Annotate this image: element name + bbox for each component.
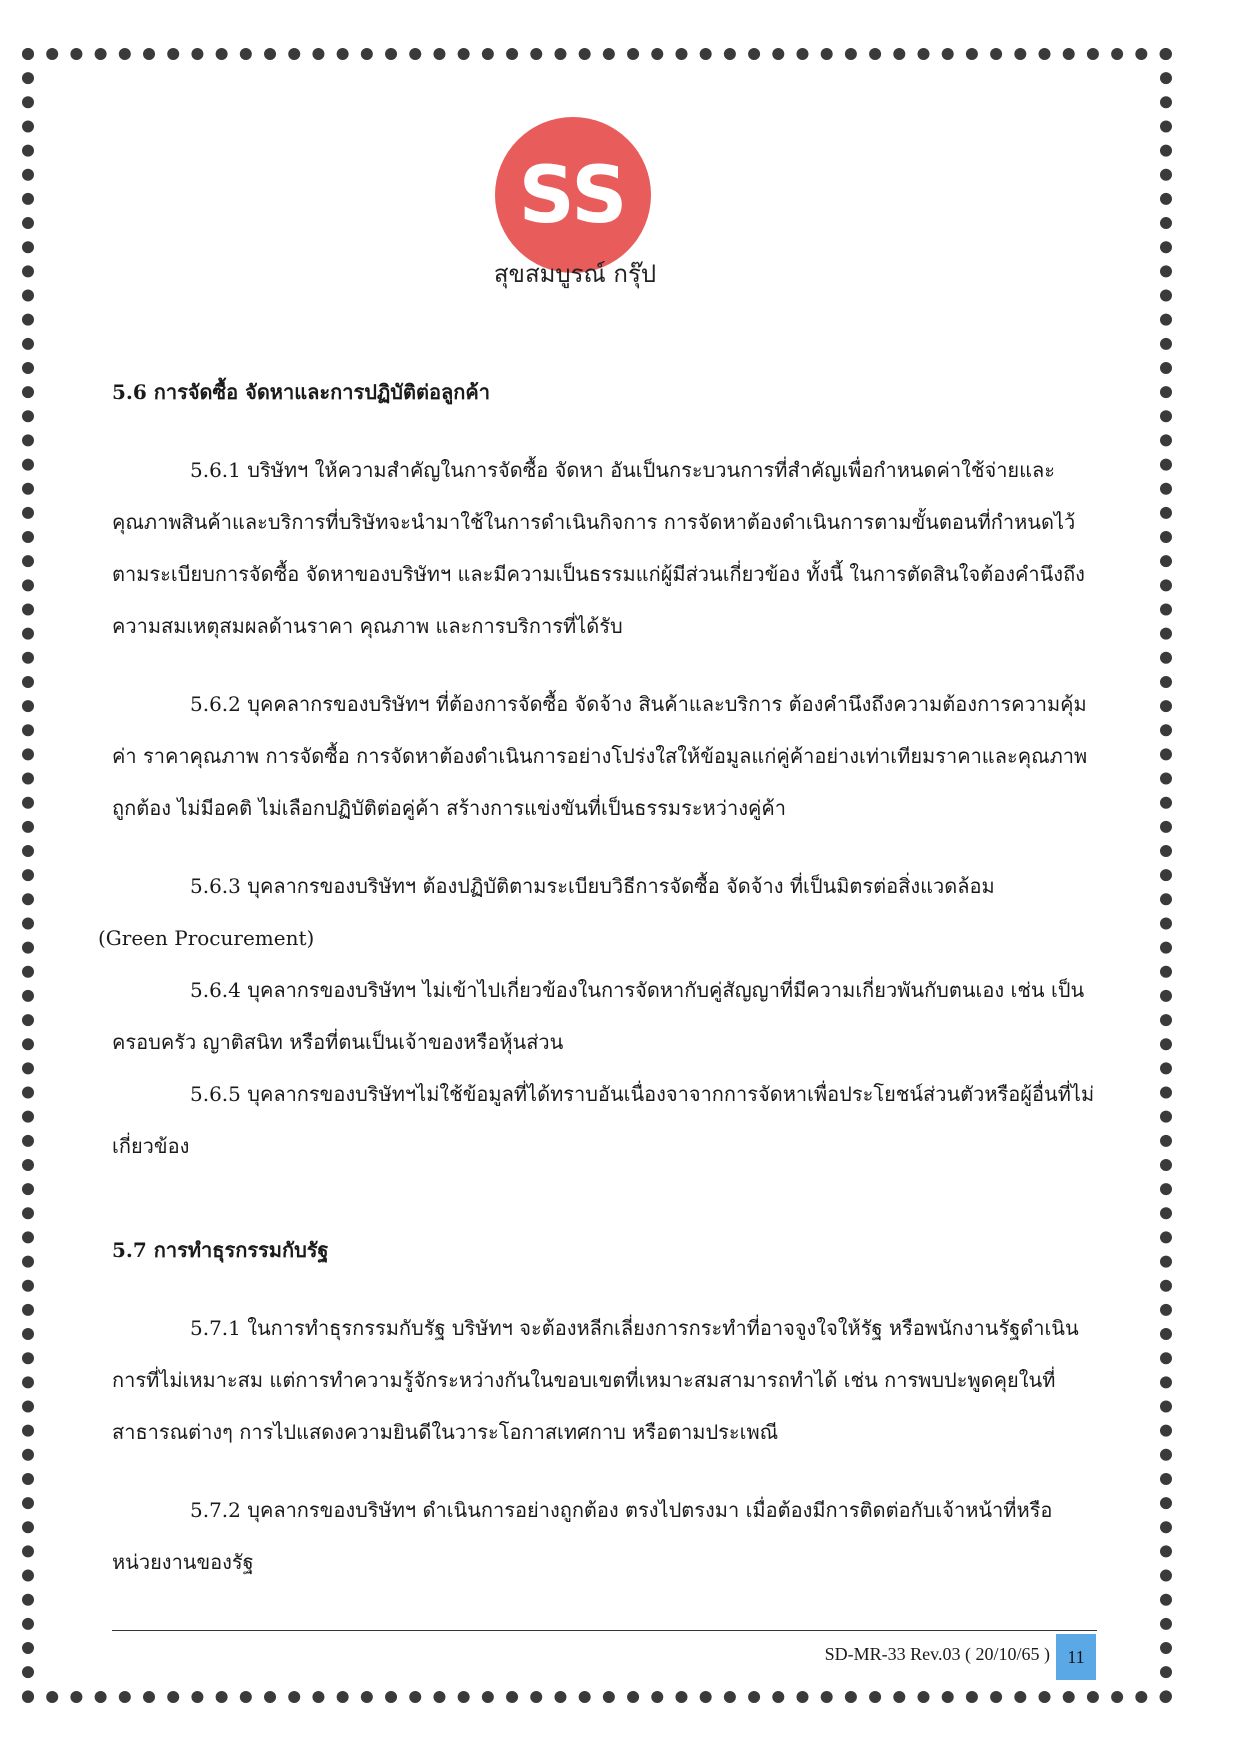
paragraph: 5.6.4 บุคลากรของบริษัทฯ ไม่เข้าไปเกี่ยวข้องในการจัดหากับคู่สัญญาที่มีความเกี่ยวพันกับตนเอง เช่น เป็นครอบครัว ญาติสนิท หรือที่ตนเป็นเจ้าของหรือหุ้นส่วน bbox=[112, 978, 1085, 1054]
logo-mark: SS bbox=[518, 151, 628, 241]
paragraph: 5.7.2 บุคลากรของบริษัทฯ ดำเนินการอย่างถูกต้อง ตรงไปตรงมา เมื่อต้องมีการติดต่อกับเจ้าหน้าที่หรือหน่วยงานของรัฐ bbox=[112, 1498, 1053, 1574]
footer-divider bbox=[112, 1630, 1097, 1631]
page-number: 11 bbox=[1056, 1634, 1096, 1680]
section-heading: 5.7 การทำธุรกรรมกับรัฐ bbox=[112, 1238, 329, 1262]
paragraph: 5.6.5 บุคลากรของบริษัทฯไม่ใช้ข้อมูลที่ได้ทราบอันเนื่องจาจากการจัดหาเพื่อประโยชน์ส่วนตัวหรือผู้อื่นที่ไม่เกี่ยวข้อง bbox=[112, 1082, 1095, 1158]
paragraph: 5.6.2 บุคคลากรของบริษัทฯ ที่ต้องการจัดซื้อ จัดจ้าง สินค้าและบริการ ต้องคำนึงถึงความต้องการความคุ้มค่า ราคาคุณภาพ การจัดซื้อ การจัดหาต้องดำเนินการอย่างโปร่งใสให้ข้อมูลแก่คู่ค้าอย่างเท่าเทียมราคาและคุณภาพ ถูกต้อง ไม่มีอคติ ไม่เลือกปฏิบัติต่อคู่ค้า สร้างการแข่งขันที่เป็นธรรมระหว่างคู่ค้า bbox=[112, 692, 1088, 820]
paragraph-continuation: (Green Procurement) bbox=[98, 926, 315, 950]
logo-caption: สุขสมบูรณ์ กรุ๊ป bbox=[493, 260, 657, 288]
paragraph: 5.7.1 ในการทำธุรกรรมกับรัฐ บริษัทฯ จะต้องหลีกเลี่ยงการกระทำที่อาจจูงใจให้รัฐ หรือพนักงานรัฐดำเนินการที่ไม่เหมาะสม แต่การทำความรู้จักระหว่างกันในขอบเขตที่เหมาะสมสามารถทำได้ เช่น การพบปะพูดคุยในที่สาธารณต่างๆ การไปแสดงความยินดีในวาระโอกาสเทศกาบ หรือตามประเพณี bbox=[112, 1316, 1079, 1444]
paragraph: 5.6.1 บริษัทฯ ให้ความสำคัญในการจัดซื้อ จัดหา อันเป็นกระบวนการที่สำคัญเพื่อกำหนดค่าใช้จ่ายและคุณภาพสินค้าและบริการที่บริษัทจะนำมาใช้ในการดำเนินกิจการ การจัดหาต้องดำเนินการตามขั้นตอนที่กำหนดไว้ตามระเบียบการจัดซื้อ จัดหาของบริษัทฯ และมีความเป็นธรรมแก่ผู้มีส่วนเกี่ยวข้อง ทั้งนี้ ในการตัดสินใจต้องคำนึงถึงความสมเหตุสมผลด้านราคา คุณภาพ และการบริการที่ได้รับ bbox=[112, 458, 1085, 638]
document-code: SD-MR-33 Rev.03 ( 20/10/65 ) bbox=[824, 1644, 1050, 1664]
paragraph: 5.6.3 บุคลากรของบริษัทฯ ต้องปฏิบัติตามระเบียบวิธีการจัดซื้อ จัดจ้าง ที่เป็นมิตรต่อสิ่งแวดล้อม bbox=[190, 874, 995, 898]
document-body bbox=[98, 366, 1097, 1588]
section-heading: 5.6 การจัดซื้อ จัดหาและการปฏิบัติต่อลูกค้า bbox=[112, 380, 490, 404]
